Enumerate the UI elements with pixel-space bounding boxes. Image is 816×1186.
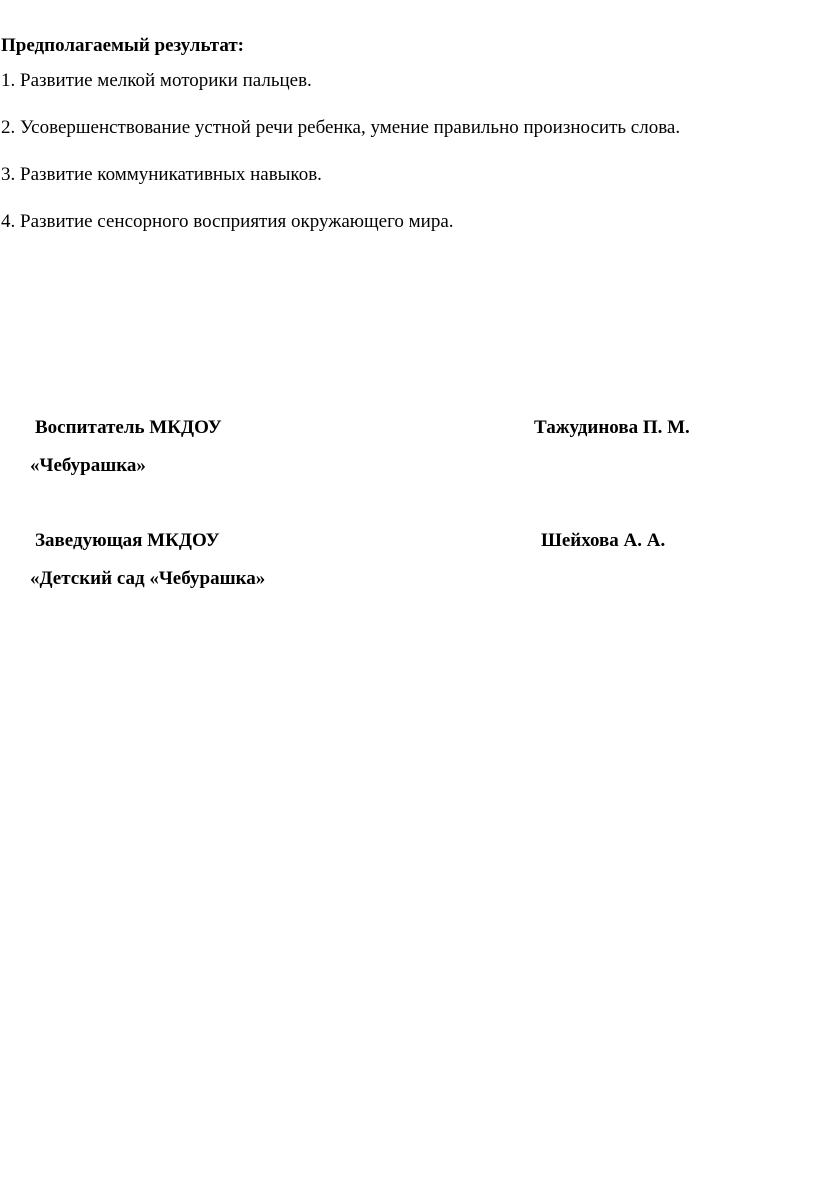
list-item: 3. Развитие коммуникативных навыков. [1,164,322,185]
signature-organization: «Детский сад «Чебурашка» [30,568,266,589]
signature-name: Шейхова А. А. [541,530,666,551]
signature-role: Воспитатель МКДОУ [35,417,222,438]
list-item: 4. Развитие сенсорного восприятия окружающего мира. [1,211,454,232]
signature-name: Тажудинова П. М. [534,417,690,438]
results-heading: Предполагаемый результат: [1,35,245,56]
list-item: 1. Развитие мелкой моторики пальцев. [1,70,312,91]
signature-role: Заведующая МКДОУ [35,530,220,551]
results-list [1,69,680,257]
signature-organization: «Чебурашка» [30,455,146,476]
list-item: 2. Усовершенствование устной речи ребенка, умение правильно произносить слова. [1,117,681,138]
